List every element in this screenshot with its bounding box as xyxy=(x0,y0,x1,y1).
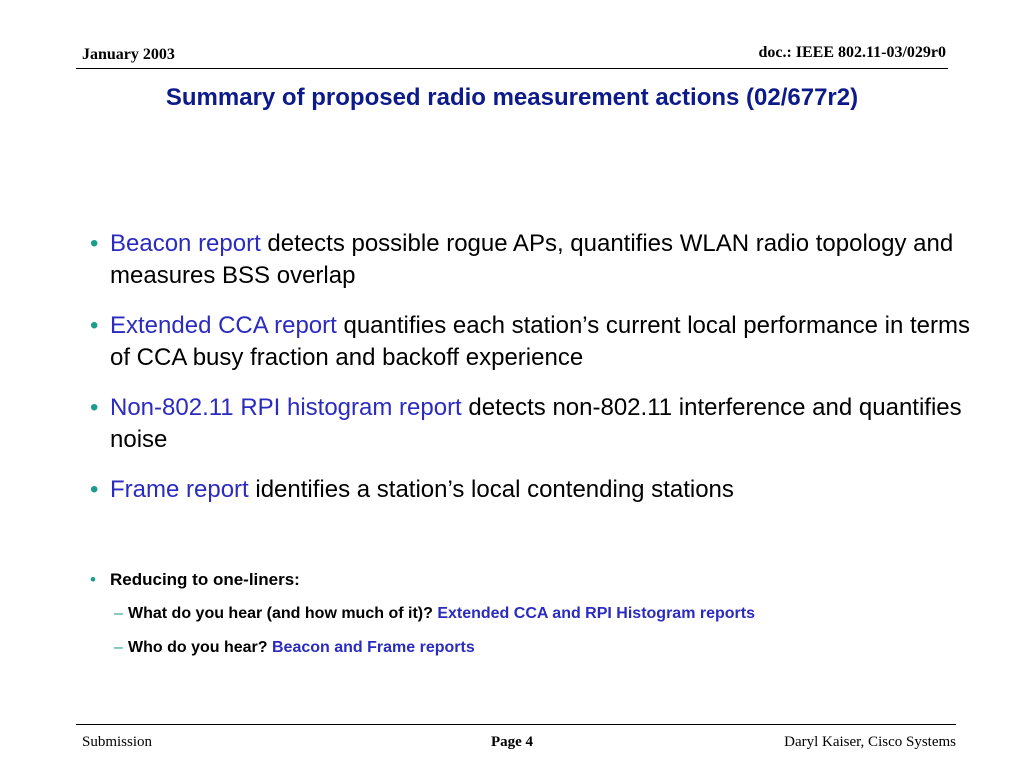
bullet-frame-report xyxy=(90,474,970,506)
header-date: January 2003 xyxy=(82,46,175,63)
bullet-highlight: Frame report xyxy=(110,476,249,503)
bullet-text: identifies a station’s local contending stations xyxy=(248,476,734,503)
one-liner-item xyxy=(90,636,970,660)
bullet-icon: • xyxy=(90,312,99,339)
header-doc-id: doc.: IEEE 802.11-03/029r0 xyxy=(758,44,946,61)
bullet-highlight: Extended CCA report xyxy=(110,312,337,339)
main-bullet-list xyxy=(90,228,970,524)
header-rule xyxy=(76,68,948,69)
bullet-extended-cca-report xyxy=(90,310,970,374)
footer-rule xyxy=(76,724,956,725)
bullet-icon: • xyxy=(90,476,99,503)
bullet-icon: • xyxy=(90,394,99,421)
one-liner-answer: Extended CCA and RPI Histogram reports xyxy=(437,605,755,622)
bullet-text: detects non-802.11 interference and quantifies noise xyxy=(110,394,962,453)
one-liners-heading xyxy=(90,568,970,592)
bullet-highlight: Non-802.11 RPI histogram report xyxy=(110,394,462,421)
one-liner-item xyxy=(90,602,970,626)
bullet-icon: • xyxy=(90,230,99,257)
one-liner-answer: Beacon and Frame reports xyxy=(272,639,475,656)
bullet-text: detects possible rogue APs, quantifies WLAN radio topology and measures BSS overlap xyxy=(110,230,954,289)
bullet-highlight: Beacon report xyxy=(110,230,261,257)
one-liner-question: What do you hear (and how much of it)? xyxy=(128,605,438,622)
bullet-beacon-report xyxy=(90,228,970,292)
one-liner-question: Who do you hear? xyxy=(128,639,272,656)
dash-icon: – xyxy=(114,605,123,622)
one-liners-section xyxy=(90,568,970,660)
footer-author: Daryl Kaiser, Cisco Systems xyxy=(784,734,956,750)
footer-page-number: Page 4 xyxy=(490,734,534,750)
bullet-rpi-histogram-report xyxy=(90,392,970,456)
one-liners-heading-text: Reducing to one-liners: xyxy=(110,570,300,589)
bullet-icon: • xyxy=(90,570,96,589)
bullet-text: quantifies each station’s current local performance in terms of CCA busy fraction and backoff experience xyxy=(110,312,970,371)
slide-title: Summary of proposed radio measurement actions (02/677r2) xyxy=(165,84,859,111)
dash-icon: – xyxy=(114,639,123,656)
footer-submission: Submission xyxy=(82,734,153,750)
